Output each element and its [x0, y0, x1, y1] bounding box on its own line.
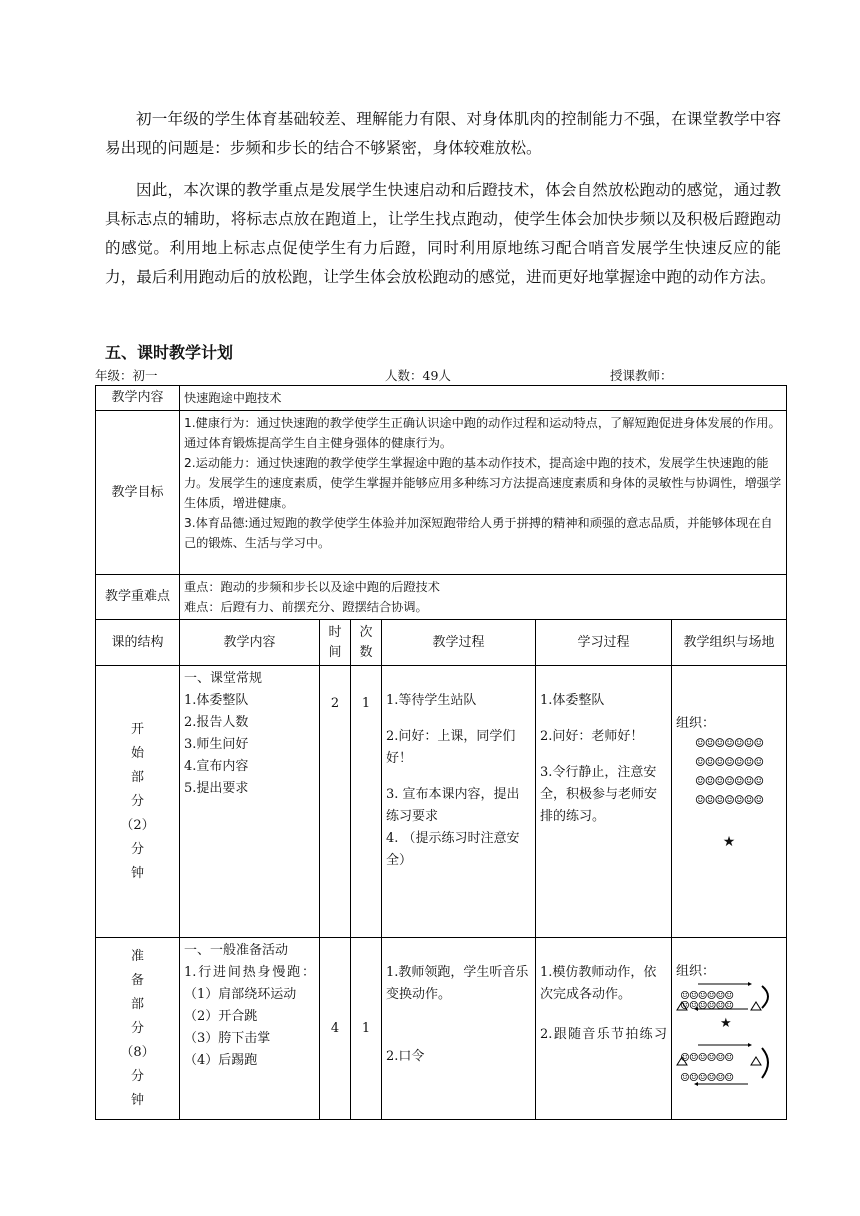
header-content: 教学内容 [180, 620, 320, 666]
formation-row: ☺☺☺☺☺☺ [680, 1051, 734, 1064]
teacher-label: 授课教师： [610, 368, 673, 383]
keypoints-label: 教学重难点 [96, 575, 180, 620]
structure-prep: 准 备 部 分 （8） 分 钟 [96, 938, 180, 1120]
row-keypoints [96, 575, 787, 620]
formation-row: ☺☺☺☺☺☺☺ [694, 774, 764, 788]
structure-start: 开 始 部 分 （2） 分 钟 [96, 666, 180, 938]
row-start-section [96, 666, 787, 938]
time-start: 2 [320, 666, 351, 938]
section-heading: 五、课时教学计划 [105, 343, 234, 362]
student-count: 人数：49人 [385, 368, 451, 383]
warmup-run-diagram [676, 982, 782, 1107]
keypoint-text: 重点：跑动的步频和步长以及途中跑的后蹬技术 [184, 580, 440, 594]
intro-paragraph-2: 因此，本次课的教学重点是发展学生快速启动和后蹬技术，体会自然放松跑动的感觉，通过教具标志点的辅助，将标志点放在跑道上，让学生找点跑动，使学生体会加快步频以及积极后蹬跑动的感觉。利用地上标志点促使学生有力后蹬，同时利用原地练习配合哨音发展学生快速反应的能力，最后利用跑动后的放松跑，让学生体会放松跑动的感觉，进而更好地掌握途中跑的动作方法。 [105, 181, 781, 286]
formation-row: ☺☺☺☺☺☺☺ [694, 736, 764, 750]
organization-start [672, 666, 787, 938]
learning-start: 1.体委整队 2.问好：老师好！ 3.令行静止，注意安全，积极参与老师安排的练习。 [536, 666, 672, 938]
teacher-star-icon: ★ [722, 834, 736, 850]
org-label-prep: 组织： [676, 964, 716, 979]
formation-row: ☺☺☺☺☺☺☺ [694, 755, 764, 769]
header-learning: 学习过程 [536, 620, 672, 666]
goal-health: 1.健康行为：通过快速跑的教学使学生正确认识途中跑的动作过程和运动特点，了解短跑促进身体发展的作用。通过体育锻炼提高学生自主健身强体的健康行为。 [184, 416, 781, 450]
difficulty-text: 难点：后蹬有力、前摆充分、蹬摆结合协调。 [184, 600, 428, 614]
process-start: 1.等待学生站队 2.问好：上课，同学们好！ 3. 宣布本课内容，提出练习要求 4. （提示练习时注意安全） [382, 666, 536, 938]
time-prep: 4 [320, 938, 351, 1120]
row-prep-section [96, 938, 787, 1120]
lesson-plan-table [95, 385, 787, 1120]
keypoints-cell [180, 575, 787, 620]
goals-cell [180, 411, 787, 575]
header-reps: 次数 [351, 620, 382, 666]
goal-ability: 2.运动能力：通过快速跑的教学使学生掌握途中跑的基本动作技术，提高途中跑的技术，发展学生快速跑的能力。发展学生的速度素质，使学生掌握并能够应用多种练习方法提高速度素质和身体的灵敏性与协调性，增强学生体质，增进健康。 [184, 456, 782, 510]
intro-paragraph-1: 初一年级的学生体育基础较差、理解能力有限、对身体肌肉的控制能力不强，在课堂教学中容易出现的问题是：步频和步长的结合不够紧密，身体较难放松。 [105, 110, 781, 157]
content-label: 教学内容 [96, 386, 180, 411]
learning-prep: 1.模仿教师动作，依次完成各动作。 2.跟随音乐节拍练习 [536, 938, 672, 1120]
formation-row: ☺☺☺☺☺☺ [680, 1071, 734, 1084]
formation-row: ☺☺☺☺☺☺ [680, 999, 734, 1012]
process-prep: 1.教师领跑，学生听音乐变换动作。 2.口令 [382, 938, 536, 1120]
row-headers [96, 620, 787, 666]
content-value: 快速跑途中跑技术 [180, 386, 787, 411]
reps-start: 1 [351, 666, 382, 938]
header-organization: 教学组织与场地 [672, 620, 787, 666]
formation-row: ☺☺☺☺☺☺☺ [694, 793, 764, 807]
formation-row: ☺☺☺☺☺☺ [680, 989, 734, 1002]
header-structure: 课的结构 [96, 620, 180, 666]
header-process: 教学过程 [382, 620, 536, 666]
reps-prep: 1 [351, 938, 382, 1120]
content-start: 一、课堂常规 1.体委整队 2.报告人数 3.师生问好 4.宣布内容 5.提出要求 [180, 666, 320, 938]
organization-prep [672, 938, 787, 1120]
content-prep: 一、一般准备活动 1.行进间热身慢跑： （1）肩部绕环运动 （2）开合跳 （3）胯下击掌 （4）后踢跑 [180, 938, 320, 1120]
grade-label: 年级：初一 [95, 368, 158, 383]
org-label-start: 组织： [676, 716, 716, 731]
student-formation [676, 734, 782, 810]
goal-morality: 3.体育品德:通过短跑的教学使学生体验并加深短跑带给人勇于拼搏的精神和顽强的意志品质，并能够体现在自己的锻炼、生活与学习中。 [184, 516, 773, 550]
row-content [96, 386, 787, 411]
goals-label: 教学目标 [96, 411, 180, 575]
header-time: 时间 [320, 620, 351, 666]
teacher-star-icon: ★ [720, 1016, 731, 1031]
row-goals [96, 411, 787, 575]
